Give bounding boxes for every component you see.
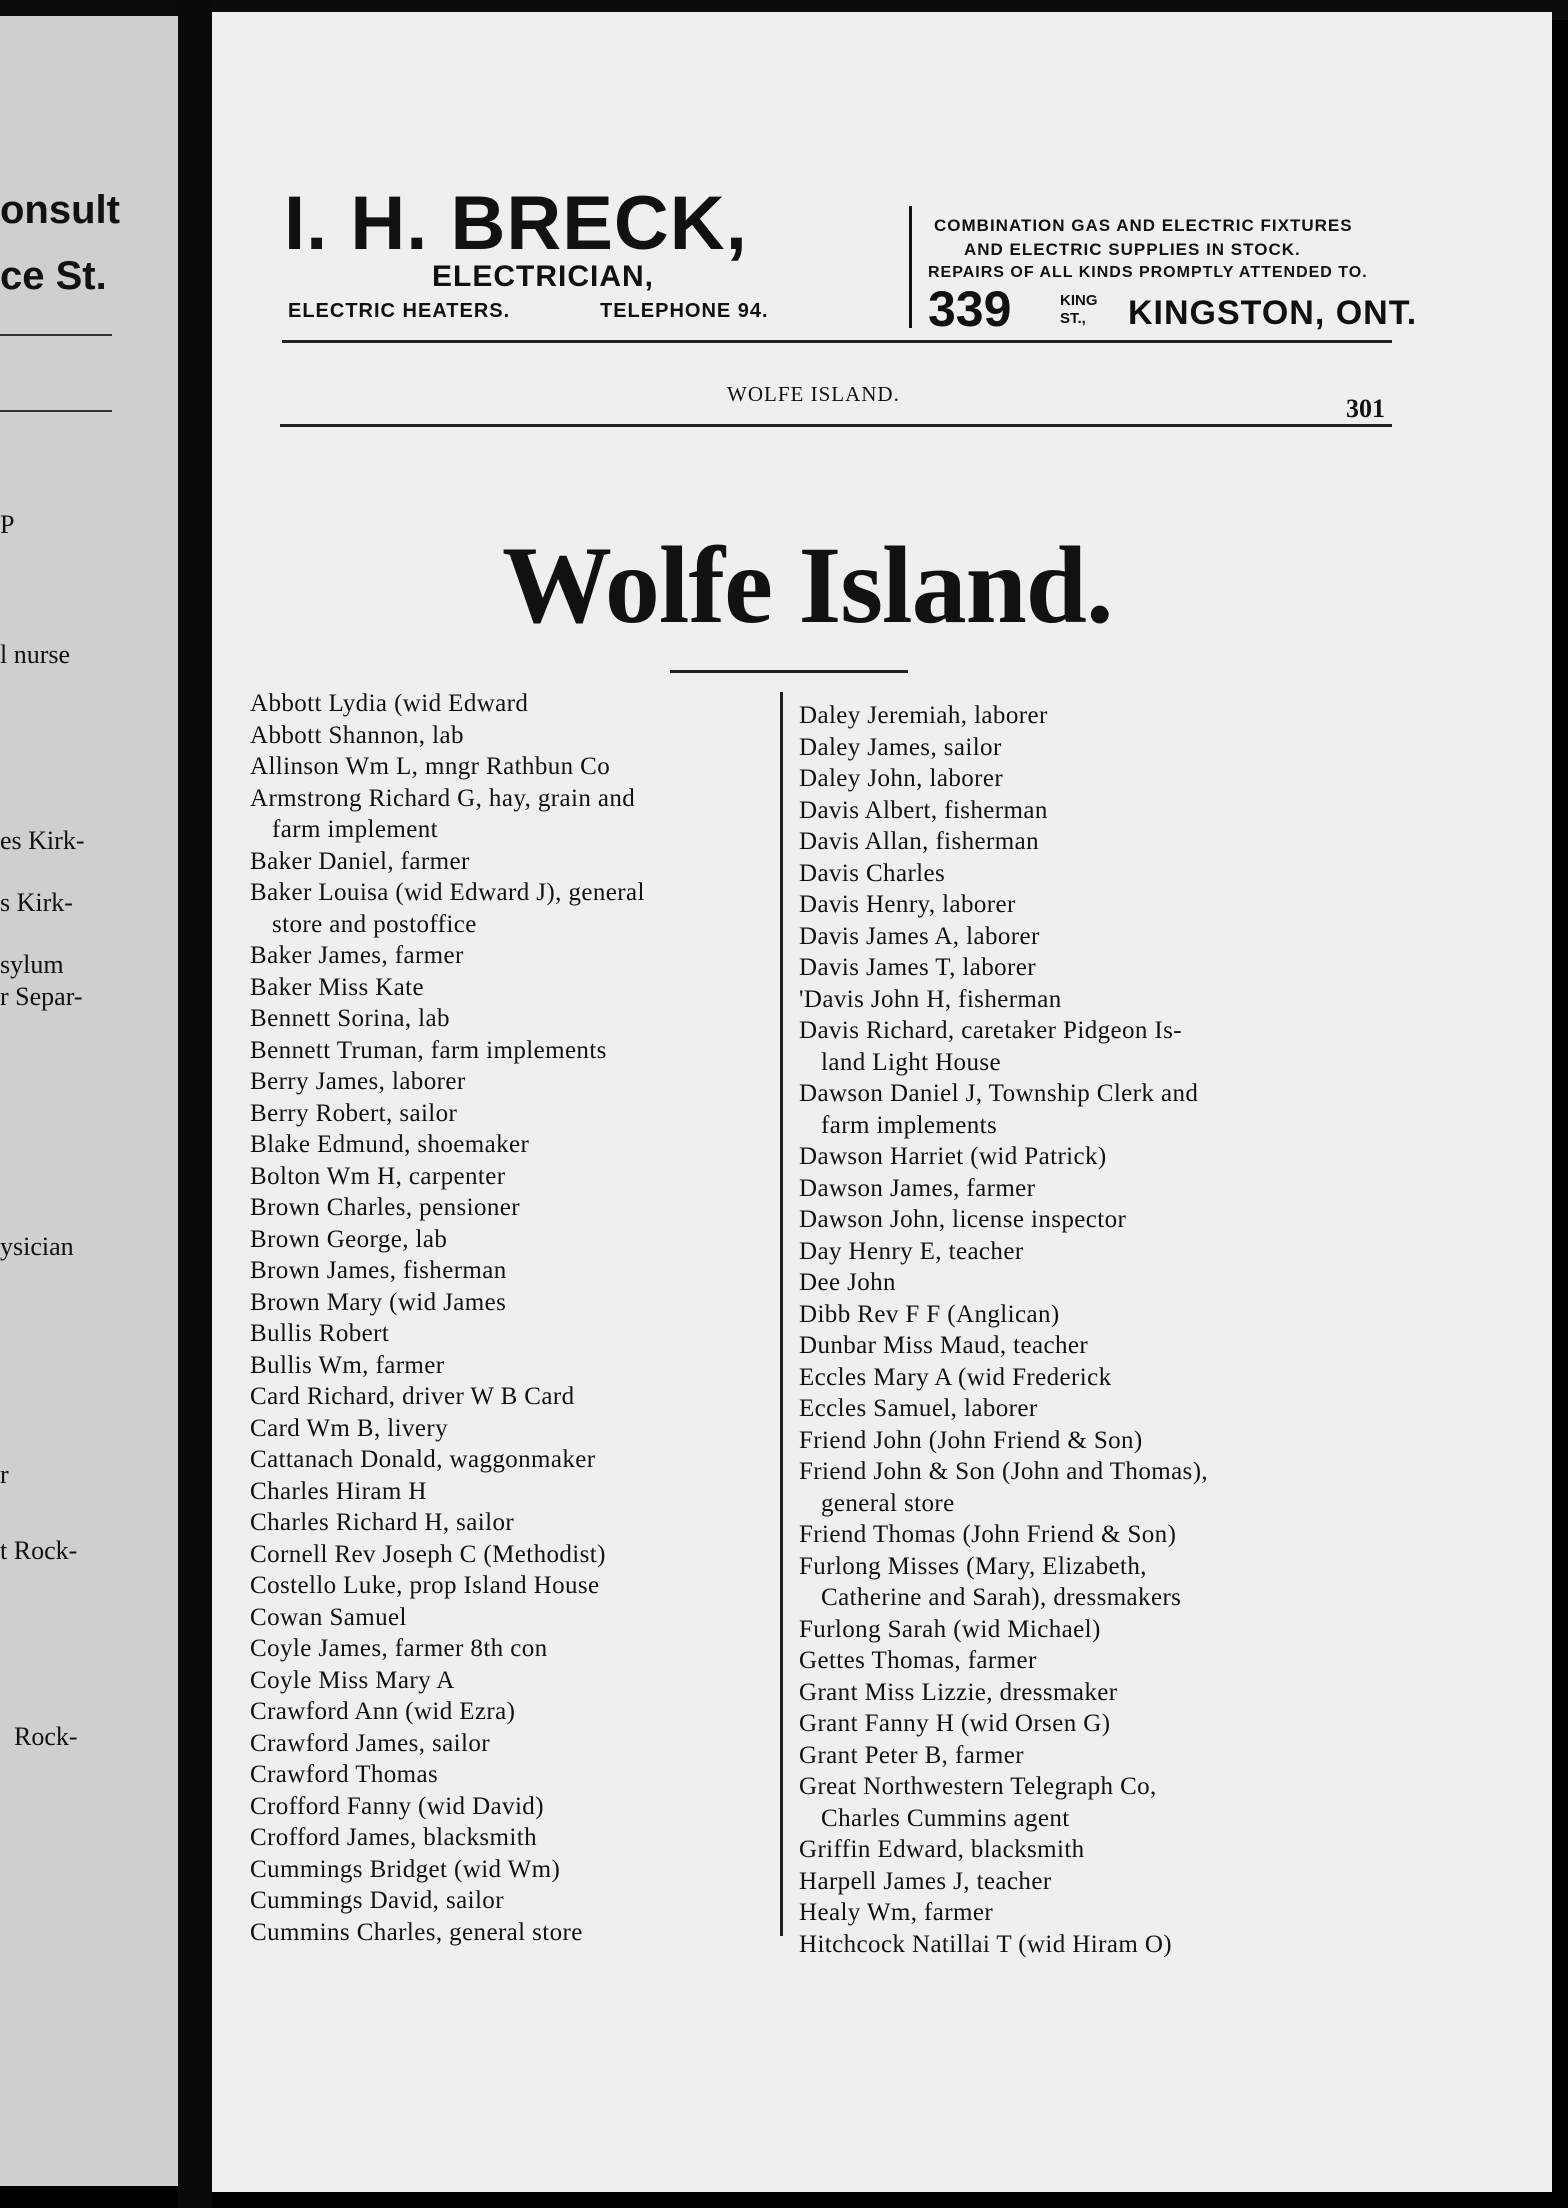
directory-entry: Armstrong Richard G, hay, grain and	[250, 784, 636, 812]
directory-entry: Bennett Sorina, lab	[250, 1005, 450, 1032]
left-rule	[0, 334, 112, 336]
directory-entry: Grant Fanny H (wid Orsen G)	[799, 1710, 1111, 1737]
directory-entry: Great Northwestern Telegraph Co,	[799, 1773, 1157, 1800]
directory-entry: Crawford Ann (wid Ezra)	[250, 1698, 516, 1725]
directory-entry: Bullis Robert	[250, 1320, 390, 1347]
directory-entry: Dibb Rev F F (Anglican)	[799, 1300, 1060, 1328]
directory-entry: Healy Wm, farmer	[799, 1899, 994, 1926]
directory-entry-continuation: Catherine and Sarah), dressmakers	[821, 1584, 1182, 1611]
directory-entry: Cornell Rev Joseph C (Methodist)	[250, 1540, 606, 1568]
directory-entry: Card Richard, driver W B Card	[250, 1383, 575, 1410]
directory-entry: Bennett Truman, farm implements	[250, 1036, 607, 1064]
directory-entry: Harpell James J, teacher	[799, 1867, 1052, 1895]
left-fragment: t Rock-	[0, 1536, 78, 1565]
directory-entry: Friend Thomas (John Friend & Son)	[799, 1521, 1177, 1548]
ad-fixtures-line: COMBINATION GAS AND ELECTRIC FIXTURES	[934, 216, 1353, 235]
left-fragment: es Kirk-	[0, 826, 85, 855]
ad-divider	[909, 206, 912, 328]
directory-entry: Charles Hiram H	[250, 1477, 427, 1505]
page-gutter	[178, 0, 212, 2208]
directory-entry: 'Davis John H, fisherman	[799, 985, 1062, 1013]
directory-entry: Abbott Lydia (wid Edward	[250, 690, 529, 717]
ad-heaters: ELECTRIC HEATERS.	[288, 300, 511, 322]
directory-entry: Cummings David, sailor	[250, 1887, 504, 1914]
directory-entry: Daley Jeremiah, laborer	[799, 702, 1048, 729]
directory-entry: Coyle James, farmer 8th con	[250, 1635, 548, 1662]
directory-entry: Brown Charles, pensioner	[250, 1194, 520, 1221]
directory-entry: Crofford Fanny (wid David)	[250, 1792, 544, 1820]
directory-entry: Davis Henry, laborer	[799, 891, 1016, 918]
directory-entry: Furlong Misses (Mary, Elizabeth,	[799, 1552, 1147, 1580]
directory-entry: Bolton Wm H, carpenter	[250, 1162, 506, 1190]
directory-entry-continuation: land Light House	[821, 1048, 1001, 1076]
left-fragment: r Separ-	[0, 982, 83, 1011]
directory-entry: Friend John (John Friend & Son)	[799, 1426, 1143, 1454]
ad-repairs-line: REPAIRS OF ALL KINDS PROMPTLY ATTENDED TO.	[928, 264, 1368, 281]
directory-entry: Berry James, laborer	[250, 1068, 466, 1095]
directory-entry: Abbott Shannon, lab	[250, 721, 464, 749]
directory-entry: Brown James, fisherman	[250, 1257, 507, 1284]
left-fragment: onsult	[0, 188, 120, 232]
left-fragment: ce St.	[0, 254, 107, 298]
directory-column-left	[250, 688, 810, 1948]
directory-entry: Baker James, farmer	[250, 942, 464, 969]
directory-entry: Costello Luke, prop Island House	[250, 1572, 600, 1599]
page-number: 301	[1346, 394, 1385, 423]
directory-entry: Daley James, sailor	[799, 733, 1002, 761]
left-rule	[0, 410, 112, 412]
directory-entry-continuation: store and postoffice	[272, 910, 477, 938]
ad-city: KINGSTON, ONT.	[1128, 294, 1418, 332]
directory-entry-continuation: general store	[821, 1489, 955, 1517]
directory-entry: Davis Allan, fisherman	[799, 828, 1040, 855]
ad-street-name	[1060, 292, 1098, 328]
directory-entry: Dawson Harriet (wid Patrick)	[799, 1143, 1107, 1170]
directory-entry: Baker Louisa (wid Edward J), general	[250, 879, 645, 906]
directory-entry: Daley John, laborer	[799, 765, 1004, 792]
ad-telephone: TELEPHONE 94.	[600, 300, 769, 322]
ad-business-name: I. H. BRECK,	[284, 181, 748, 266]
directory-column-right	[799, 700, 1359, 1960]
running-head: WOLFE ISLAND.	[727, 382, 900, 406]
directory-entry: Cummings Bridget (wid Wm)	[250, 1855, 561, 1883]
directory-entry: Allinson Wm L, mngr Rathbun Co	[250, 753, 611, 780]
ad-street-number: 339	[928, 281, 1012, 337]
header-rule-bottom	[280, 424, 1392, 427]
directory-entry: Davis James T, laborer	[799, 954, 1036, 981]
directory-entry: Dawson Daniel J, Township Clerk and	[799, 1080, 1199, 1107]
directory-entry: Crawford James, sailor	[250, 1729, 490, 1757]
directory-entry: Brown George, lab	[250, 1225, 448, 1253]
directory-entry: Eccles Mary A (wid Frederick	[799, 1363, 1112, 1391]
ad-street-bottom: ST.,	[1060, 310, 1086, 327]
directory-entry: Davis James A, laborer	[799, 922, 1040, 950]
directory-entry: Dawson James, farmer	[799, 1174, 1036, 1202]
directory-entry: Day Henry E, teacher	[799, 1237, 1024, 1265]
column-divider	[780, 692, 783, 1936]
directory-entry: Berry Robert, sailor	[250, 1099, 458, 1127]
directory-entry: Gettes Thomas, farmer	[799, 1647, 1037, 1674]
left-fragment: s Kirk-	[0, 888, 73, 917]
directory-entry: Brown Mary (wid James	[250, 1288, 507, 1316]
directory-entry: Coyle Miss Mary A	[250, 1666, 455, 1694]
directory-entry: Davis Charles	[799, 859, 946, 887]
directory-entry: Baker Daniel, farmer	[250, 847, 470, 875]
directory-entry: Dawson John, license inspector	[799, 1206, 1127, 1233]
directory-entry: Furlong Sarah (wid Michael)	[799, 1615, 1101, 1643]
directory-entry: Grant Miss Lizzie, dressmaker	[799, 1678, 1118, 1706]
left-fragment: ysician	[0, 1232, 74, 1261]
ad-trade: ELECTRICIAN,	[432, 260, 654, 293]
directory-entry: Dee John	[799, 1269, 896, 1296]
directory-entry: Friend John & Son (John and Thomas),	[799, 1458, 1209, 1485]
directory-entry: Cattanach Donald, waggonmaker	[250, 1446, 596, 1473]
left-fragment: Rock-	[14, 1722, 78, 1751]
left-fragment: r	[0, 1460, 9, 1489]
directory-entry: Cowan Samuel	[250, 1603, 407, 1631]
directory-entry: Card Wm B, livery	[250, 1414, 448, 1442]
left-page-fragment	[0, 16, 178, 2186]
directory-entry: Crofford James, blacksmith	[250, 1824, 537, 1851]
directory-entry: Grant Peter B, farmer	[799, 1741, 1024, 1769]
directory-entry: Blake Edmund, shoemaker	[250, 1131, 530, 1158]
title-rule	[670, 670, 908, 673]
directory-entry: Bullis Wm, farmer	[250, 1351, 445, 1379]
ad-supplies-line: AND ELECTRIC SUPPLIES IN STOCK.	[964, 240, 1301, 259]
left-fragment: sylum	[0, 950, 64, 979]
breck-advertisement	[282, 172, 1552, 362]
header-rule-top	[282, 340, 1392, 343]
directory-entry: Davis Richard, caretaker Pidgeon Is-	[799, 1017, 1183, 1044]
directory-entry-continuation: Charles Cummins agent	[821, 1804, 1070, 1832]
directory-entry: Baker Miss Kate	[250, 973, 425, 1001]
directory-entry: Hitchcock Natillai T (wid Hiram O)	[799, 1930, 1172, 1958]
ad-street-top: KING	[1060, 292, 1098, 309]
page-title: Wolfe Island.	[502, 524, 1113, 646]
directory-entry: Cummins Charles, general store	[250, 1918, 583, 1946]
directory-entry: Davis Albert, fisherman	[799, 796, 1048, 824]
directory-entry-continuation: farm implement	[272, 816, 438, 843]
directory-entry: Eccles Samuel, laborer	[799, 1395, 1038, 1422]
directory-entry: Griffin Edward, blacksmith	[799, 1836, 1085, 1863]
directory-entry: Dunbar Miss Maud, teacher	[799, 1332, 1089, 1359]
directory-entry: Charles Richard H, sailor	[250, 1509, 515, 1536]
directory-entry: Crawford Thomas	[250, 1761, 439, 1788]
left-fragment: l nurse	[0, 640, 71, 669]
directory-page	[212, 12, 1552, 2192]
left-fragment: P	[0, 510, 15, 539]
directory-entry-continuation: farm implements	[821, 1111, 998, 1139]
